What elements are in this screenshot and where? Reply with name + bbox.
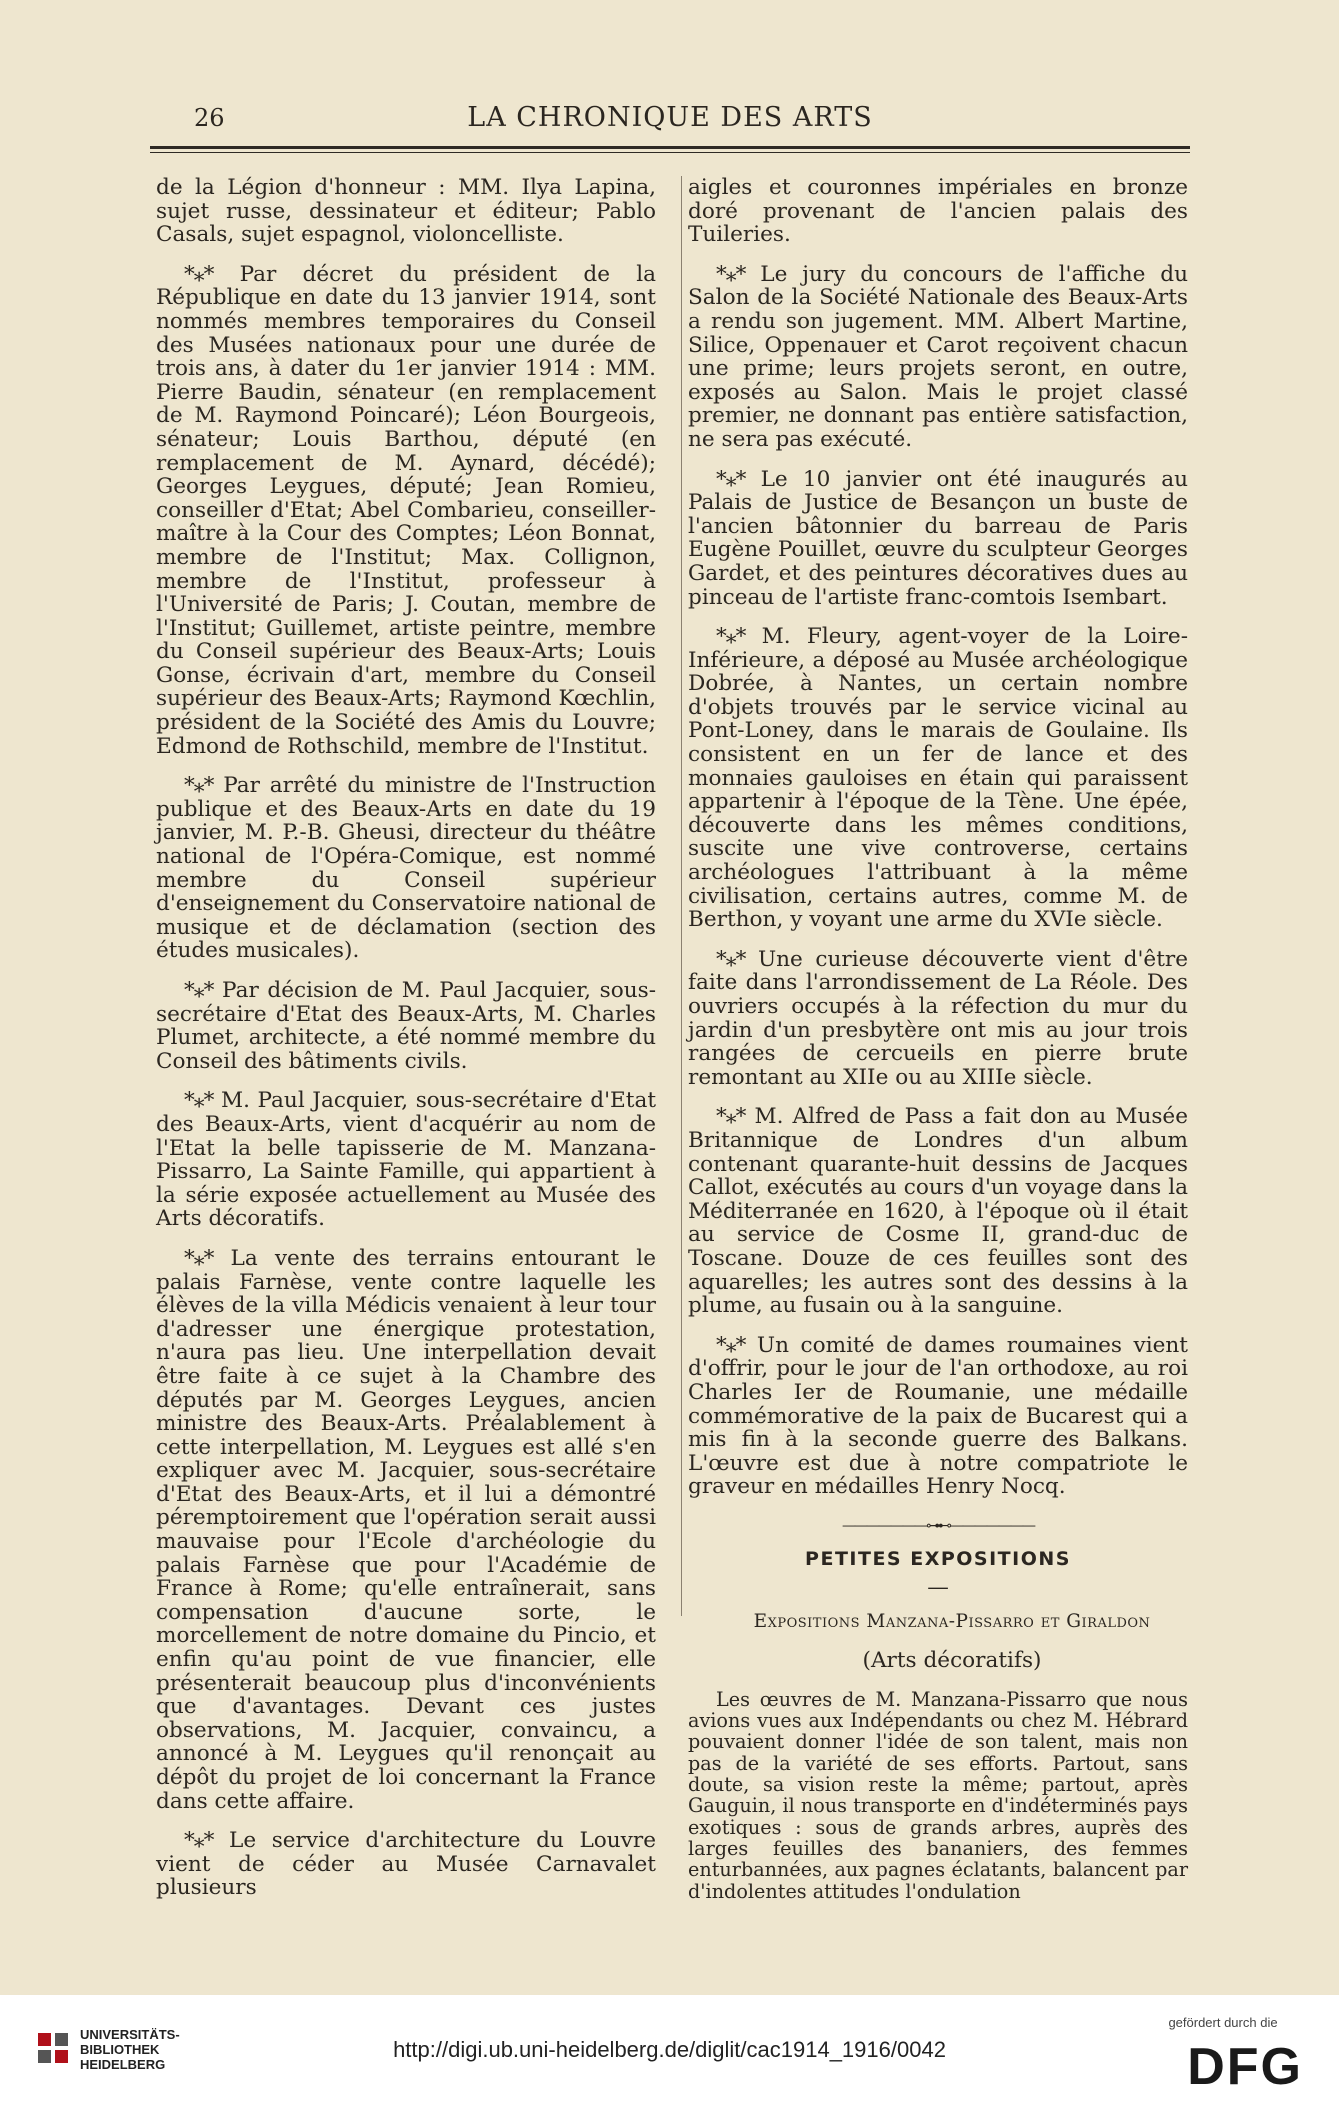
asterism: *⁎* [184, 1245, 214, 1271]
paragraph: *⁎* M. Paul Jacquier, sous-secrétaire d'Etat des Beaux-Arts, vient d'acquérir au nom de l'Etat la belle tapisserie de M. Manzana-Pissarro, La Sainte Famille, qui appartient à la série exposée actuellement au Musée des Arts décoratifs. [156, 1088, 656, 1232]
paragraph: aigles et couronnes impériales en bronze doré provenant de l'ancien palais des Tuileries. [688, 175, 1188, 248]
section-dash: — [927, 1575, 949, 1601]
asterism: *⁎* [716, 1104, 746, 1130]
paragraph: *⁎* M. Fleury, agent-voyer de la Loire-Inférieure, a déposé au Musée archéologique Dobrée, à Nantes, un certain nombre d'objets trouvés par le service vicinal au Pont-Loney, dans le marais de Goulaine. Ils consistent en un fer de lance et des monnaies gauloises en étain qui paraissent appartenir à l'époque de la Tène. Une épée, découverte dans les mêmes conditions, suscite une vive controverse, certains archéologues l'attribuant à la même civilisation, certains autres, comme M. de Berthon, y voyant une arme du XVIe siècle. [688, 624, 1188, 933]
left-column [156, 176, 656, 1916]
paragraph: *⁎* Par arrêté du ministre de l'Instruction publique et des Beaux-Arts en date du 19 janvier, M. P.-B. Gheusi, directeur du théâtre national de l'Opéra-Comique, est nommé membre du Conseil supérieur d'enseignement du Conservatoire national de musique et de déclamation (section des études musicales). [156, 773, 656, 964]
paragraph: *⁎* Le service d'architecture du Louvre vient de céder au Musée Carnavalet plusieurs [156, 1828, 656, 1901]
sponsor-label: gefördert durch die [1168, 2015, 1278, 2030]
asterism: *⁎* [716, 466, 746, 492]
paragraph: *⁎* La vente des terrains entourant le palais Farnèse, vente contre laquelle les élèves de la villa Médicis venaient à leur tour d'adresser une énergique protestation, n'aura pas lieu. Une interpellation devait être faite à ce sujet à la Chambre des députés par M. Georges Leygues, ancien ministre des Beaux-Arts. Préalablement à cette interpellation, M. Leygues est allé s'en expliquer avec M. Jacquier, sous-secrétaire d'Etat des Beaux-Arts, et il lui a démontré péremptoirement que l'opération serait aussi mauvaise pour l'Ecole d'archéologie du palais Farnèse que pour l'Académie de France à Rome; qu'elle entraînerait, sans compensation d'aucune sorte, le morcellement de notre domaine du Pincio, et enfin qu'au point de vue financier, elle présenterait beaucoup plus d'inconvénients que d'avantages. Devant ces justes observations, M. Jacquier, convaincu, a annoncé à M. Leygues qu'il renonçait au dépôt du projet de loi concernant la France dans cette affaire. [156, 1245, 656, 1814]
subsection-subtitle: (Arts décoratifs) [862, 1648, 1042, 1674]
page-number: 26 [194, 104, 225, 132]
paragraph: *⁎* Par décision de M. Paul Jacquier, sous-secrétaire d'Etat des Beaux-Arts, M. Charles Plumet, architecte, a été nommé membre du Conseil des bâtiments civils. [156, 978, 656, 1074]
paragraph: Les œuvres de M. Manzana-Pissarro que nous avions vues aux Indépendants ou chez M. Hébrard pouvaient donner l'idée de son talent, mais non pas de la variété de ses efforts. Partout, sans doute, sa vision reste la même; partout, après Gauguin, il nous transporte en d'indéterminés pays exotiques : sous de grands arbres, auprès des larges feuilles des bananiers, des femmes enturbannées, aux pagnes éclatants, balancent par d'indolentes attitudes l'ondulation [688, 1687, 1188, 1903]
section-title: PETITES EXPOSITIONS [805, 1548, 1071, 1571]
paragraph: *⁎* Une curieuse découverte vient d'être faite dans l'arrondissement de La Réole. Des ouvriers occupés à la réfection du mur du jardin d'un presbytère ont mis au jour trois rangées de cercueils en pierre brute remontant au XIIe ou au XIIIe siècle. [688, 946, 1188, 1090]
asterism: *⁎* [716, 1332, 746, 1358]
paragraph: *⁎* Par décret du président de la République en date du 13 janvier 1914, sont nommés membres temporaires du Conseil des Musées nationaux pour une durée de trois ans, à dater du 1er janvier 1914 : MM. Pierre Baudin, sénateur (en remplacement de M. Raymond Poincaré); Léon Bourgeois, sénateur; Louis Barthou, député (en remplacement de M. Aynard, décédé); Georges Leygues, député; Jean Romieu, conseiller d'Etat; Abel Combarieu, conseiller-maître à la Cour des Comptes; Léon Bonnat, membre de l'Institut; Max. Collignon, membre de l'Institut, professeur à l'Université de Paris; J. Coutan, membre de l'Institut; Guillemet, artiste peintre, membre du Conseil supérieur des Beaux-Arts; Louis Gonse, écrivain d'art, membre du Conseil supérieur des Beaux-Arts; Raymond Kœchlin, président de la Société des Amis du Louvre; Edmond de Rothschild, membre de l'Institut. [156, 261, 656, 759]
paragraph: de la Légion d'honneur : MM. Ilya Lapina, sujet russe, dessinateur et éditeur; Pablo Casals, sujet espagnol, violoncelliste. [156, 175, 656, 248]
header-rule-thick [150, 146, 1190, 149]
asterism: *⁎* [184, 1828, 214, 1854]
ornamental-separator: ———————⊶⊷——————— [842, 1517, 1034, 1534]
page-header [150, 96, 1190, 136]
source-url[interactable]: http://digi.ub.uni-heidelberg.de/diglit/cac1914_1916/0042 [393, 2037, 946, 2062]
asterism: *⁎* [184, 1088, 214, 1114]
right-column [688, 176, 1188, 1918]
dfg-logo: DFG [1187, 2038, 1303, 2096]
institution-name: UNIVERSITÄTS- BIBLIOTHEK HEIDELBERG [80, 2027, 180, 2072]
paragraph: *⁎* Le 10 janvier ont été inaugurés au Palais de Justice de Besançon un buste de l'ancien bâtonnier du barreau de Paris Eugène Pouillet, œuvre du sculpteur Georges Gardet, et des peintures décoratives dues au pinceau de l'artiste franc-comtois Isembart. [688, 466, 1189, 610]
asterism: *⁎* [184, 261, 214, 287]
asterism: *⁎* [716, 946, 746, 972]
column-divider [681, 176, 682, 1616]
asterism: *⁎* [716, 624, 746, 650]
paragraph: *⁎* Le jury du concours de l'affiche du Salon de la Société Nationale des Beaux-Arts a rendu son jugement. MM. Albert Martine, Silice, Oppenauer et Carot reçoivent chacun une prime; leurs projets seront, en outre, exposés au Salon. Mais le projet classé premier, ne donnant pas entière satisfaction, ne sera pas exécuté. [688, 261, 1188, 452]
paragraph: *⁎* M. Alfred de Pass a fait don au Musée Britannique de Londres d'un album contenant quarante-huit dessins de Jacques Callot, exécutés au cours d'un voyage dans la Méditerranée en 1620, à l'époque où il était au service de Cosme II, grand-duc de Toscane. Douze de ces feuilles sont des aquarelles; les autres sont des dessins à la plume, au fusain ou à la sanguine. [688, 1104, 1188, 1319]
subsection-title: Expositions Manzana-Pissarro et Giraldon [753, 1610, 1151, 1632]
asterism: *⁎* [184, 978, 214, 1003]
header-rule-thin [150, 152, 1190, 153]
footer-bar [0, 1995, 1339, 2117]
paragraph: *⁎* Un comité de dames roumaines vient d'offrir, pour le jour de l'an orthodoxe, au roi Charles Ier de Roumanie, une médaille commémorative de la paix de Bucarest qui a mis fin à la seconde guerre des Balkans. L'œuvre est due à notre compatriote le graveur en médailles Henry Nocq. [688, 1332, 1188, 1500]
asterism: *⁎* [184, 773, 214, 799]
running-title: LA CHRONIQUE DES ARTS [467, 102, 873, 133]
asterism: *⁎* [716, 261, 746, 287]
